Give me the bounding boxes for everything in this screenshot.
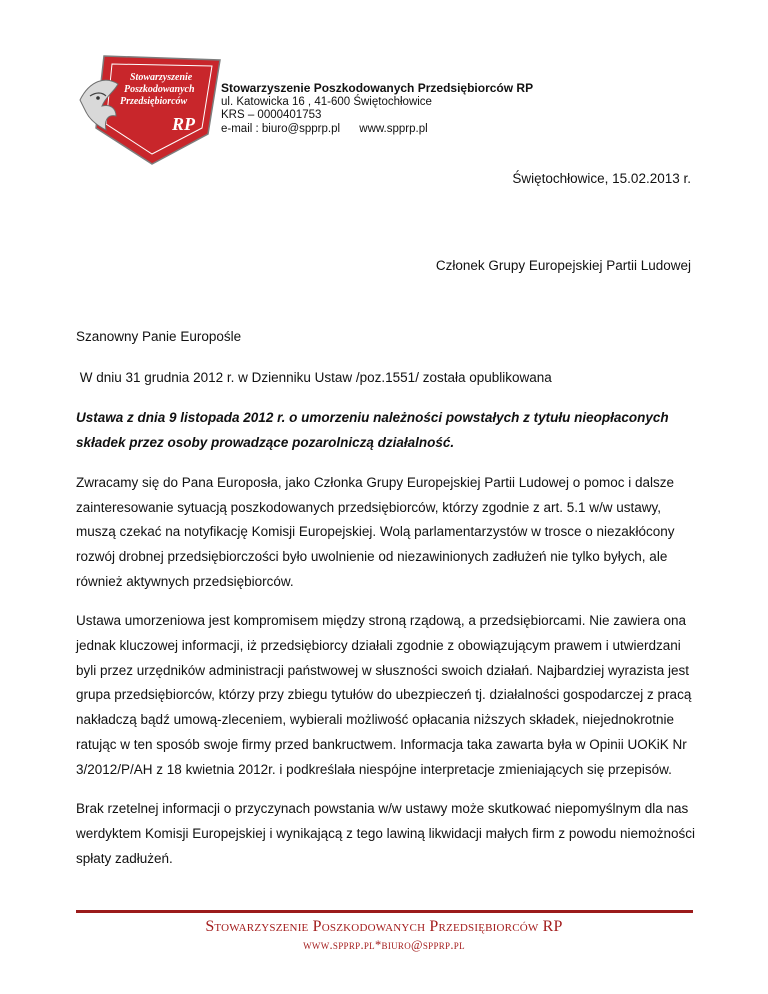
logo-text-line-3: Przedsiębiorców — [120, 96, 188, 107]
logo-text-line-2: Poszkodowanych — [124, 84, 195, 95]
letter-body — [76, 325, 696, 886]
footer-contact[interactable]: www.spprp.pl*biuro@spprp.pl — [303, 938, 465, 952]
letterhead-email[interactable]: e-mail : biuro@spprp.pl — [221, 122, 341, 135]
date-line: Świętochłowice, 15.02.2013 r. — [512, 171, 691, 186]
paragraph: Ustawa umorzeniowa jest kompromisem między stroną rządową, a przedsiębiorcami. Nie zawiera ona jednak kluczowej informacji, iż przedsiębiorcy działali zgodnie z obowiązującym prawem i utwierdzani byli przez urzędników administracji państwowej w słuszności swoich działań. Najbardziej wyrazista jest grupa przedsiębiorców, którzy przy zbiegu tytułów do ubezpieczeń tj. działalności gospodarczej z pracą nakładczą bądź umową-zleceniem, wybierali możliwość opłacania niższych składek, niejednokrotnie ratując w ten sposób swoje firmy przed bankructwem. Informacja taka zawarta była w Opinii UOKiK Nr 3/2012/P/AH z 18 kwietnia 2012r. i podkreślała niespójne interpretacje zmieniających się przepisów. — [76, 613, 692, 777]
footer-divider — [76, 910, 693, 913]
paragraph: Brak rzetelnej informacji o przyczynach powstania w/w ustawy może skutkować niepomyślnym dla nas werdyktem Komisji Europejskiej i wynikającą z tego lawiną likwidacji małych firm z powodu niemożności spłaty zadłużeń. — [76, 801, 695, 866]
logo-badge: RP — [172, 114, 196, 134]
letterhead-website[interactable]: www.spprp.pl — [359, 122, 428, 135]
letterhead-organization: Stowarzyszenie Poszkodowanych Przedsiębiorców RP — [221, 81, 534, 95]
letterhead-address: ul. Katowicka 16 , 41-600 Świętochłowice — [221, 95, 432, 108]
recipient: Członek Grupy Europejskiej Partii Ludowej — [435, 258, 691, 273]
logo-text-line-1: Stowarzyszenie — [130, 72, 193, 83]
intro-line: W dniu 31 grudnia 2012 r. w Dzienniku Ustaw /poz.1551/ została opublikowana — [76, 369, 552, 385]
letterhead-contact — [221, 82, 533, 136]
letterhead-krs: KRS – 0000401753 — [221, 109, 322, 121]
act-title: Ustawa z dnia 9 listopada 2012 r. o umorzeniu należności powstałych z tytułu nieopłaconych składek przez osoby prowadzące pozarolniczą działalność. — [76, 410, 669, 451]
association-logo — [76, 50, 226, 168]
greeting: Szanowny Panie Europośle — [76, 329, 242, 344]
paragraph: Zwracamy się do Pana Europosła, jako Członka Grupy Europejskiej Partii Ludowej o pomoc i dalsze zainteresowanie sytuacją poszkodowanych przedsiębiorców, którzy zgodnie z art. 5.1 w/w ustawy, muszą czekać na notyfikację Komisji Europejskiej. Wolą parlamentarzystów w trosce o niezakłócony rozwój drobnej przedsiębiorczości było uwolnienie od niezawinionych zadłużeń nie tylko byłych, ale również aktywnych przedsiębiorców. — [76, 474, 675, 589]
letterhead-email-row — [221, 123, 533, 137]
footer-organization: Stowarzyszenie Poszkodowanych Przedsiębiorców RP — [205, 918, 563, 935]
